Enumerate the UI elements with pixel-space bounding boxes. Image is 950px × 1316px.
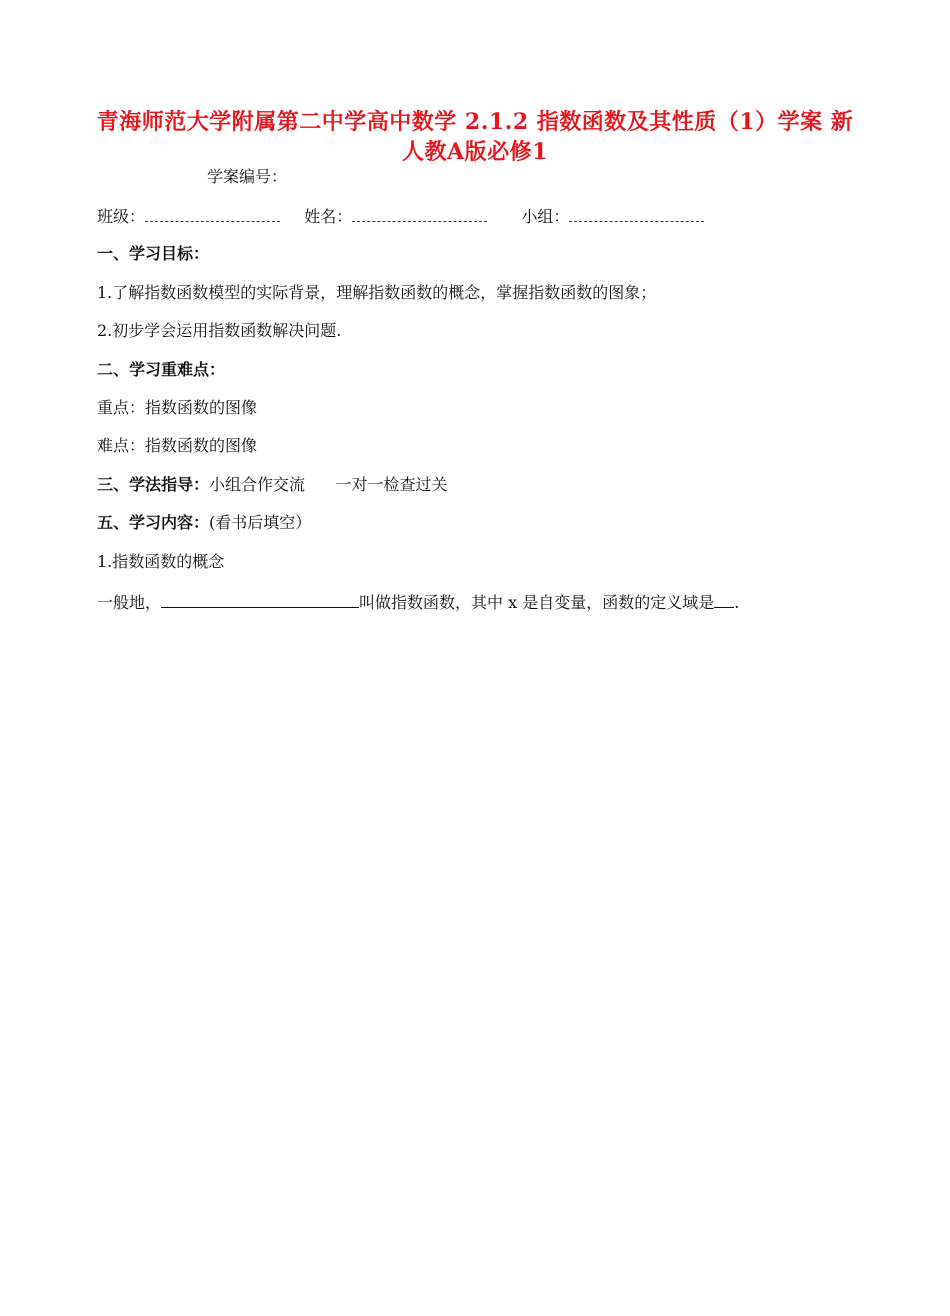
difficult-point: 难点：指数函数的图像	[97, 436, 258, 455]
group-blank	[569, 204, 704, 222]
class-blank	[145, 204, 280, 222]
important-point: 重点：指数函数的图像	[97, 398, 258, 417]
content-heading-row	[97, 512, 311, 534]
objective-item-2: 2.初步学会运用指数函数解决问题.	[97, 321, 342, 340]
group-label: 小组：	[521, 207, 570, 226]
method-heading: 三、学法指导：	[97, 475, 210, 494]
method-text: 小组合作交流 一对一检查过关	[209, 475, 448, 494]
case-number-label: 学案编号：	[207, 167, 288, 186]
student-info-row	[97, 204, 704, 228]
domain-blank	[714, 590, 734, 608]
name-label: 姓名：	[304, 207, 353, 226]
objective-item-1: 1.了解指数函数模型的实际背景，理解指数函数的概念，掌握指数函数的图象；	[97, 283, 657, 302]
concept-definition-row	[97, 590, 739, 614]
content-note: (看书后填空）	[209, 513, 312, 532]
document-title: 青海师范大学附属第二中学高中数学 2.1.2 指数函数及其性质（1）学案 新人教A版必修1	[96, 109, 854, 165]
key-points-heading: 二、学习重难点：	[97, 360, 226, 379]
concept-title: 1.指数函数的概念	[97, 552, 225, 571]
name-blank	[352, 204, 487, 222]
concept-suffix: .	[734, 593, 740, 612]
concept-middle: 叫做指数函数，其中 x 是自变量，函数的定义域是	[359, 593, 715, 612]
method-row	[97, 474, 448, 496]
content-heading: 五、学习内容：	[97, 513, 210, 532]
class-label: 班级：	[97, 207, 146, 226]
objectives-heading: 一、学习目标：	[97, 244, 210, 263]
definition-blank	[161, 590, 359, 608]
concept-prefix: 一般地，	[97, 593, 162, 612]
